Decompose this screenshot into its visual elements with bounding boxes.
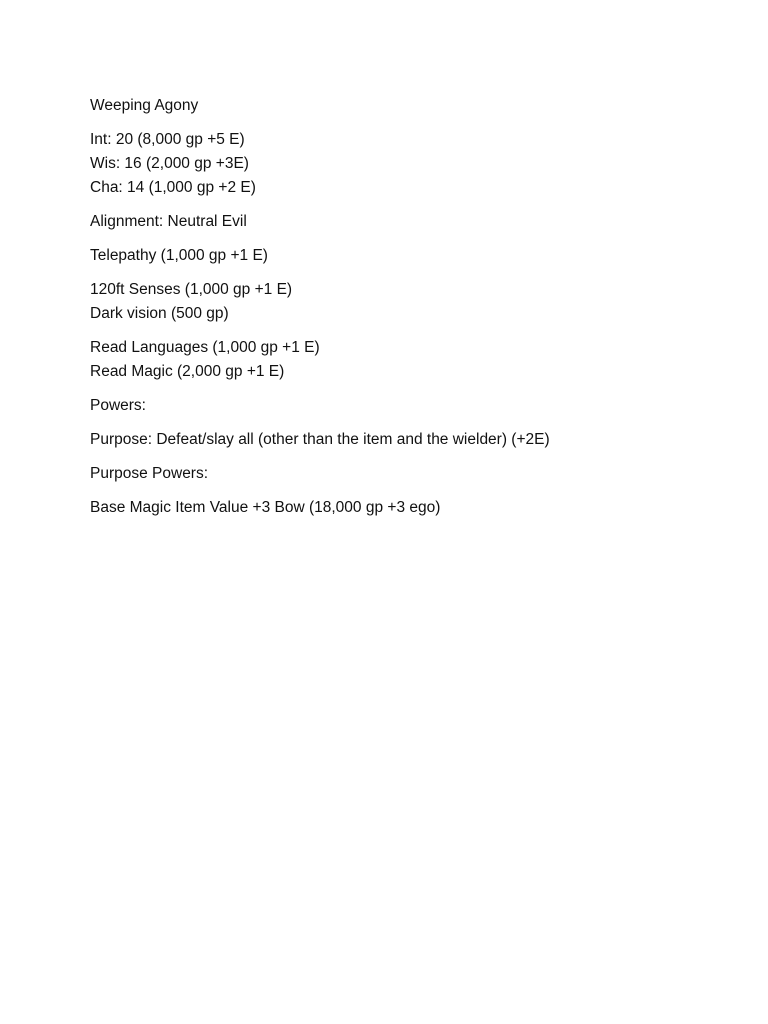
- reading-paragraph: [90, 336, 730, 384]
- document-body: [90, 94, 730, 530]
- stat-cha: Cha: 14 (1,000 gp +2 E): [90, 179, 256, 196]
- senses-text: 120ft Senses (1,000 gp +1 E): [90, 281, 293, 298]
- powers-text: Powers:: [90, 397, 146, 414]
- powers-paragraph: [90, 394, 730, 418]
- alignment-paragraph: [90, 210, 730, 234]
- purpose-powers-text: Purpose Powers:: [90, 465, 209, 482]
- purpose-powers-paragraph: [90, 462, 730, 486]
- telepathy-paragraph: [90, 244, 730, 268]
- telepathy-text: Telepathy (1,000 gp +1 E): [90, 247, 268, 264]
- base-value-paragraph: [90, 496, 730, 520]
- read-languages-text: Read Languages (1,000 gp +1 E): [90, 339, 320, 356]
- senses-paragraph: [90, 278, 730, 326]
- base-value-text: Base Magic Item Value +3 Bow (18,000 gp +3 ego): [90, 499, 441, 516]
- purpose-paragraph: [90, 428, 730, 452]
- read-magic-text: Read Magic (2,000 gp +1 E): [90, 363, 285, 380]
- stat-wis: Wis: 16 (2,000 gp +3E): [90, 155, 249, 172]
- document-title: [90, 94, 730, 118]
- alignment-text: Alignment: Neutral Evil: [90, 213, 247, 230]
- purpose-text: Purpose: Defeat/slay all (other than the item and the wielder) (+2E): [90, 431, 550, 448]
- ability-scores: [90, 128, 730, 200]
- title-text: Weeping Agony: [90, 97, 199, 114]
- stat-int: Int: 20 (8,000 gp +5 E): [90, 131, 245, 148]
- darkvision-text: Dark vision (500 gp): [90, 305, 229, 322]
